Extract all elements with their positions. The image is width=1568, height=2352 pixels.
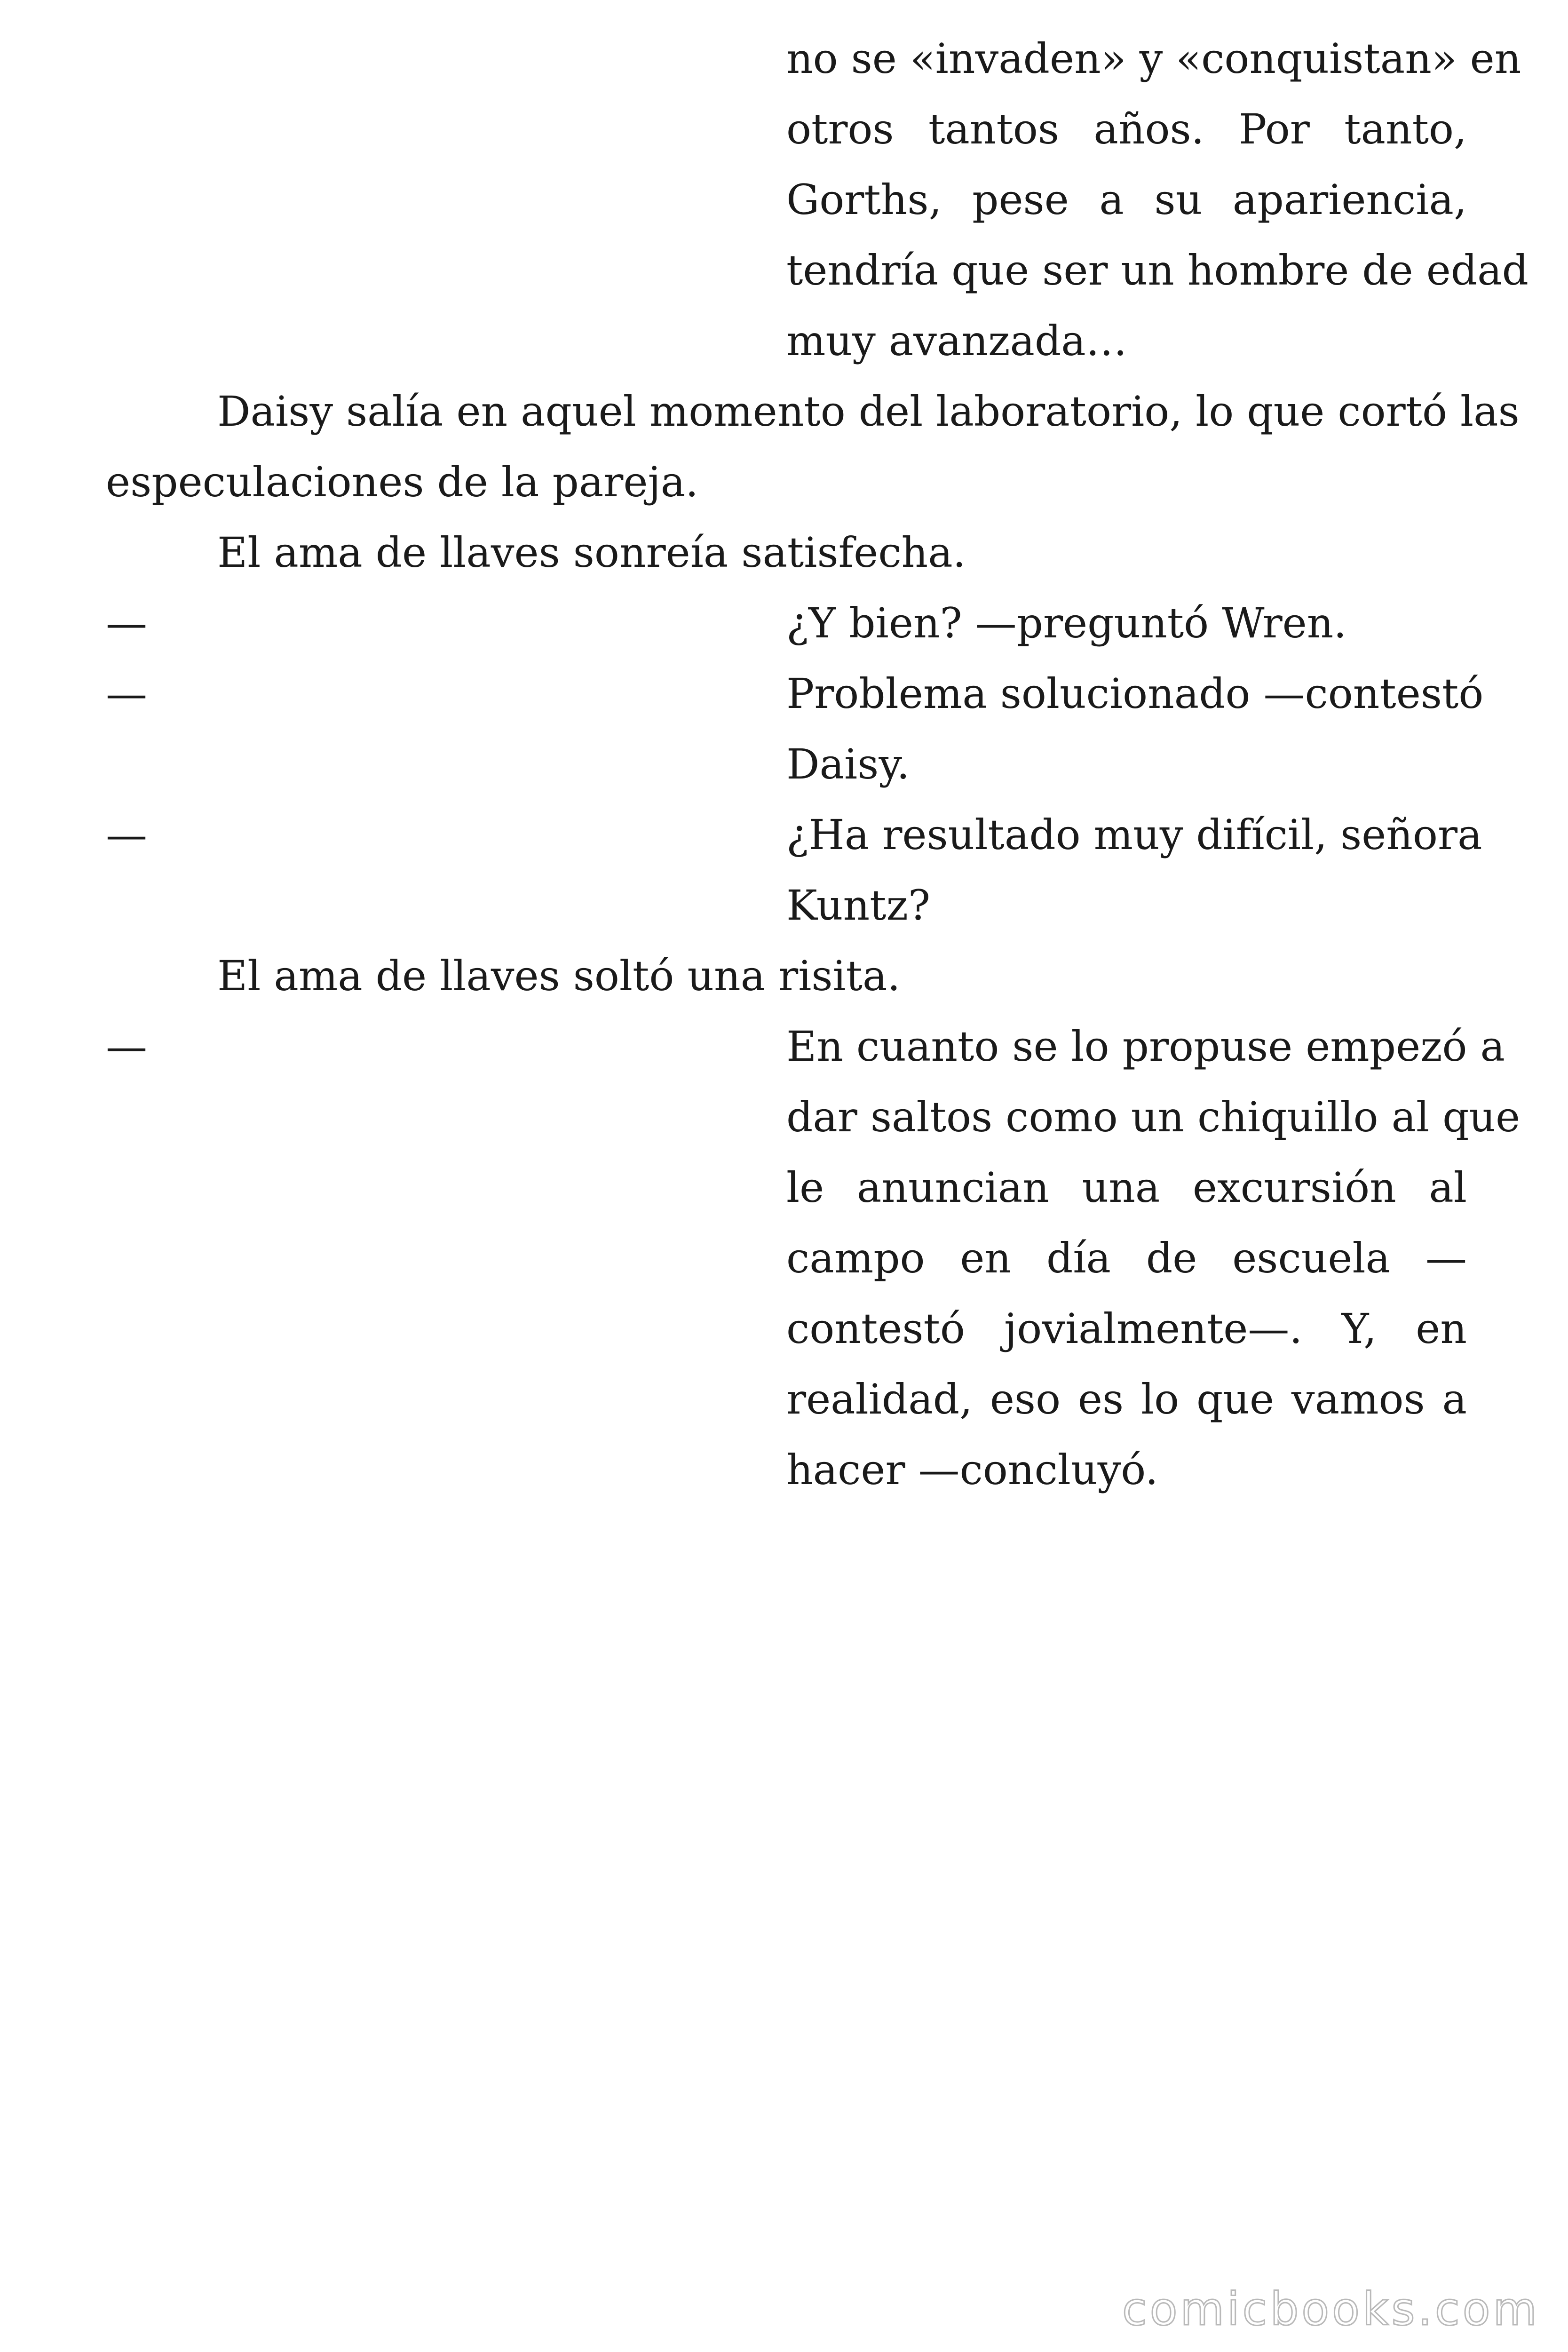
paragraph-line: especulaciones de la pareja. — [106, 458, 699, 506]
text-line: tendría que ser un hombre de edad — [786, 246, 1528, 294]
watermark-logo: comicbooks.com — [1122, 2283, 1540, 2336]
dialogue-line: En cuanto se lo propuse empezó a — [786, 1022, 1505, 1071]
dialogue-line: Daisy. — [786, 740, 910, 788]
dialogue-dash: — — [106, 669, 147, 718]
paragraph-line: El ama de llaves sonreía satisfecha. — [217, 528, 966, 577]
paragraph-line: Daisy salía en aquel momento del laboratorio, lo que cortó las — [217, 387, 1520, 436]
dialogue-dash: — — [106, 1022, 147, 1071]
dialogue-line: Problema solucionado —contestó — [786, 669, 1484, 718]
dialogue-line: ¿Ha resultado muy difícil, señora — [786, 810, 1482, 859]
dialogue-line: le anuncian una excursión al — [786, 1163, 1467, 1212]
dialogue-line: campo en día de escuela — — [786, 1234, 1467, 1282]
text-line: otros tantos años. Por tanto, — [786, 105, 1467, 153]
dialogue-line: dar saltos como un chiquillo al que — [786, 1093, 1520, 1141]
dialogue-line: realidad, eso es lo que vamos a — [786, 1375, 1467, 1423]
dialogue-line: ¿Y bien? —preguntó Wren. — [786, 599, 1347, 647]
text-line: no se «invaden» y «conquistan» en — [786, 34, 1521, 83]
text-line: Gorths, pese a su apariencia, — [786, 175, 1467, 224]
paragraph-line: El ama de llaves soltó una risita. — [217, 952, 901, 1000]
text-line: muy avanzada… — [786, 317, 1127, 365]
dialogue-dash: — — [106, 599, 147, 647]
dialogue-dash: — — [106, 810, 147, 859]
dialogue-line: Kuntz? — [786, 881, 931, 930]
dialogue-line: contestó jovialmente—. Y, en — [786, 1304, 1467, 1353]
dialogue-line: hacer —concluyó. — [786, 1446, 1158, 1494]
